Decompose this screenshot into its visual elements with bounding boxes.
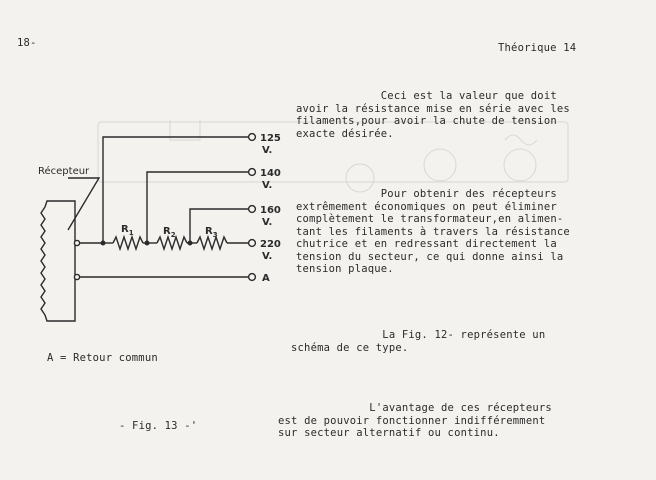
terminal-140-unit: V. [262,180,273,191]
figure-caption: - Fig. 13 -' [119,420,198,432]
terminal-a [249,274,256,281]
paragraph-line: complètement le transformateur,en alimen- [296,213,564,225]
paragraph-line: sur secteur alternatif ou continu. [278,427,500,439]
paragraph-line: Ceci est la valeur que doit [296,90,557,102]
paragraph-economic-receivers [296,188,570,276]
receiver-terminal-lower [74,274,79,279]
paragraph-line: exacte désirée. [296,127,394,140]
paragraph-line: Pour obtenir des récepteurs [296,188,557,200]
receiver-leader-line [68,178,99,230]
paragraph-fig-reference [291,329,545,354]
paragraph-line: est de pouvoir fonctionner indifféremment [278,414,546,427]
terminal-160 [249,206,256,213]
terminal-160-unit: V. [262,217,273,228]
terminal-140 [249,169,256,176]
terminal-125 [249,134,256,141]
tap-wire-160 [190,209,248,243]
page-header: Théorique 14 [498,42,577,54]
resistor-r2-label: $R_2$ [163,226,176,239]
terminal-a-label: A [262,273,270,284]
paragraph-line: L'avantage de ces récepteurs [278,402,552,414]
paragraph-line: tension du secteur, ce qui donne ainsi la [296,250,564,263]
terminal-125-value: 125 [260,133,281,144]
diagram-legend: A = Retour commun [47,352,158,364]
paragraph-line: La Fig. 12- représente un [291,329,546,341]
paragraph-resistance-value [296,90,570,140]
paragraph-line: chutrice et en redressant directement la [296,238,557,250]
resistor-r3-label: $R_3$ [205,226,218,239]
paragraph-line: tant les filaments à travers la résistance [296,225,570,238]
terminal-220-value: 220 [260,239,281,250]
terminal-220-unit: V. [262,251,273,262]
terminal-125-unit: V. [262,145,273,156]
receiver-terminal-upper [74,240,79,245]
paragraph-line: tension plaque. [296,263,394,275]
paragraph-line: filaments,pour avoir la chute de tension [296,115,557,127]
resistor-r1-label: $R_1$ [121,224,134,237]
paragraph-line: avoir la résistance mise en série avec les [296,102,570,115]
paragraph-line: extrêmement économiques on peut éliminer [296,200,557,213]
receiver-box [41,201,75,321]
resistor-r1 [113,237,143,249]
page-number: 18- [17,37,37,49]
terminal-220 [249,240,256,247]
paragraph-advantage [278,402,552,440]
paragraph-line: schéma de ce type. [291,341,409,354]
terminal-140-value: 140 [260,168,281,179]
terminal-160-value: 160 [260,205,281,216]
receiver-label: Récepteur [38,166,90,177]
